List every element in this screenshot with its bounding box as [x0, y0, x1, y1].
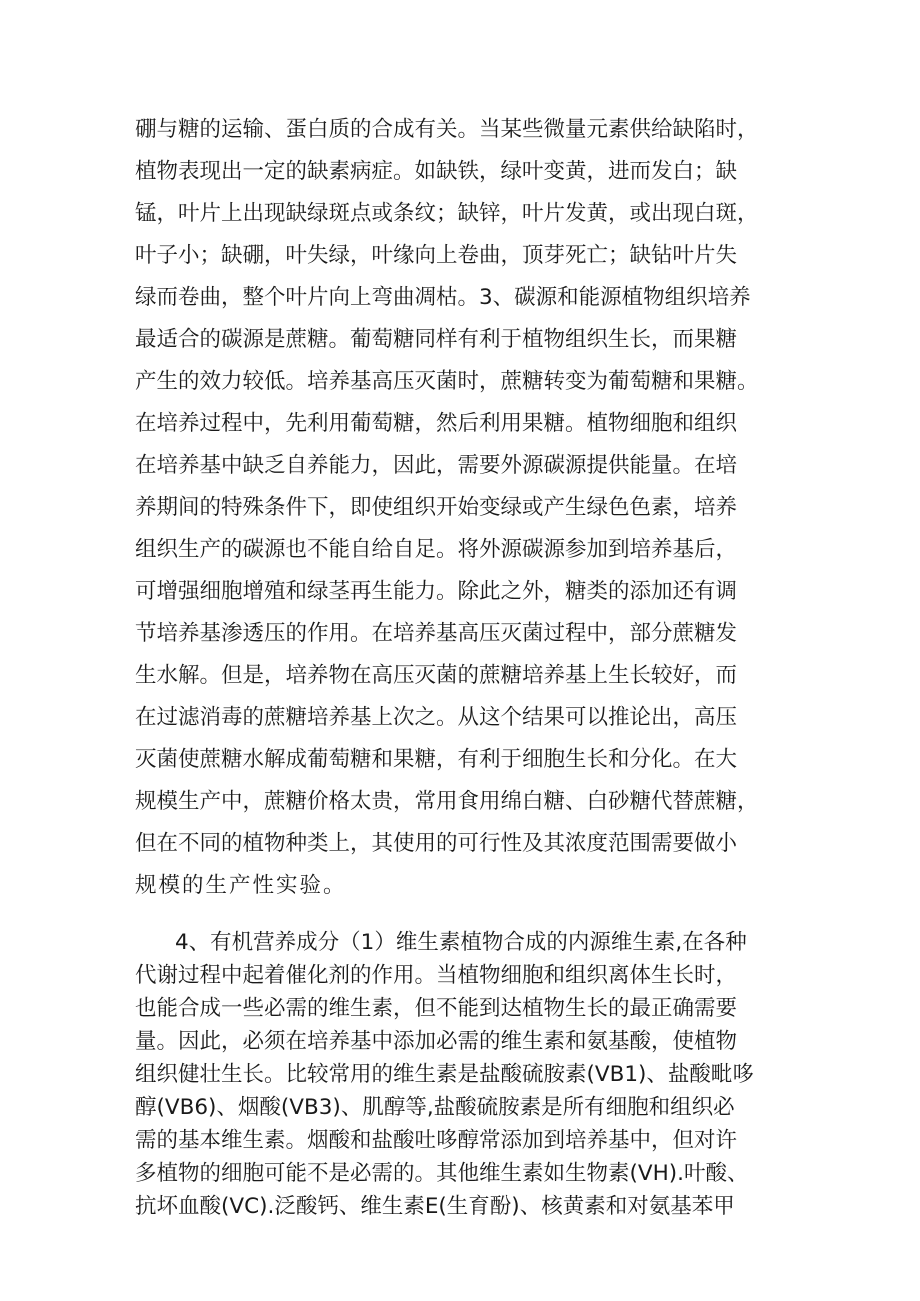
text-line: 醇(VB6)、烟酸(VB3)、肌醇等,盐酸硫胺素是所有细胞和组织必	[135, 1095, 735, 1120]
text-line: 锰，叶片上出现缺绿斑点或条纹；缺锌，叶片发黄，或出现白斑，	[135, 201, 759, 226]
text-line: 规模的生产性实验。	[135, 873, 347, 898]
text-line: 可增强细胞增殖和绿茎再生能力。除此之外，糖类的添加还有调	[135, 579, 738, 604]
text-line: 需的基本维生素。烟酸和盐酸吐哆醇常添加到培养基中，但对许	[135, 1128, 738, 1153]
text-line: 最适合的碳源是蔗糖。葡萄糖同样有利于植物组织生长，而果糖	[135, 327, 738, 352]
text-line: 但在不同的植物种类上，其使用的可行性及其浓度范围需要做小	[135, 831, 738, 856]
text-line: 量。因此，必须在培养基中添加必需的维生素和氨基酸，使植物	[135, 1029, 738, 1054]
text-line: 硼与糖的运输、蛋白质的合成有关。当某些微量元素供给缺陷时，	[135, 117, 759, 142]
text-line: 绿而卷曲，整个叶片向上弯曲凋枯。3、碳源和能源植物组织培养	[135, 285, 751, 310]
text-line: 多植物的细胞可能不是必需的。其他维生素如生物素(VH).叶酸、	[135, 1161, 749, 1186]
text-line: 4、有机营养成分（1）维生素植物合成的内源维生素,在各种	[175, 930, 747, 955]
text-line: 组织生产的碳源也不能自给自足。将外源碳源参加到培养基后，	[135, 537, 738, 562]
text-line: 代谢过程中起着催化剂的作用。当植物细胞和组织离体生长时，	[135, 963, 738, 988]
text-line: 叶子小；缺硼，叶失绿，叶缘向上卷曲，顶芽死亡；缺钻叶片失	[135, 243, 738, 268]
text-line: 节培养基渗透压的作用。在培养基高压灭菌过程中，部分蔗糖发	[135, 621, 738, 646]
text-line: 也能合成一些必需的维生素，但不能到达植物生长的最正确需要	[135, 996, 738, 1021]
text-line: 灭菌使蔗糖水解成葡萄糖和果糖，有利于细胞生长和分化。在大	[135, 747, 738, 772]
text-line: 在培养基中缺乏自养能力，因此，需要外源碳源提供能量。在培	[135, 453, 738, 478]
text-line: 产生的效力较低。培养基高压灭菌时，蔗糖转变为葡萄糖和果糖。	[135, 369, 759, 394]
text-line: 植物表现出一定的缺素病症。如缺铁，绿叶变黄，进而发白；缺	[135, 159, 738, 184]
text-line: 在过滤消毒的蔗糖培养基上次之。从这个结果可以推论出，高压	[135, 705, 738, 730]
text-line: 在培养过程中，先利用葡萄糖，然后利用果糖。植物细胞和组织	[135, 411, 738, 436]
text-line: 养期间的特殊条件下，即使组织开始变绿或产生绿色色素，培养	[135, 495, 738, 520]
text-line: 规模生产中，蔗糖价格太贵，常用食用绵白糖、白砂糖代替蔗糖，	[135, 789, 759, 814]
text-line: 组织健壮生长。比较常用的维生素是盐酸硫胺素(VB1)、盐酸毗哆	[135, 1062, 754, 1087]
text-line: 抗坏血酸(VC).泛酸钙、维生素E(生育酚)、核黄素和对氨基苯甲	[135, 1194, 735, 1219]
text-line: 生水解。但是，培养物在高压灭菌的蔗糖培养基上生长较好，而	[135, 663, 738, 688]
